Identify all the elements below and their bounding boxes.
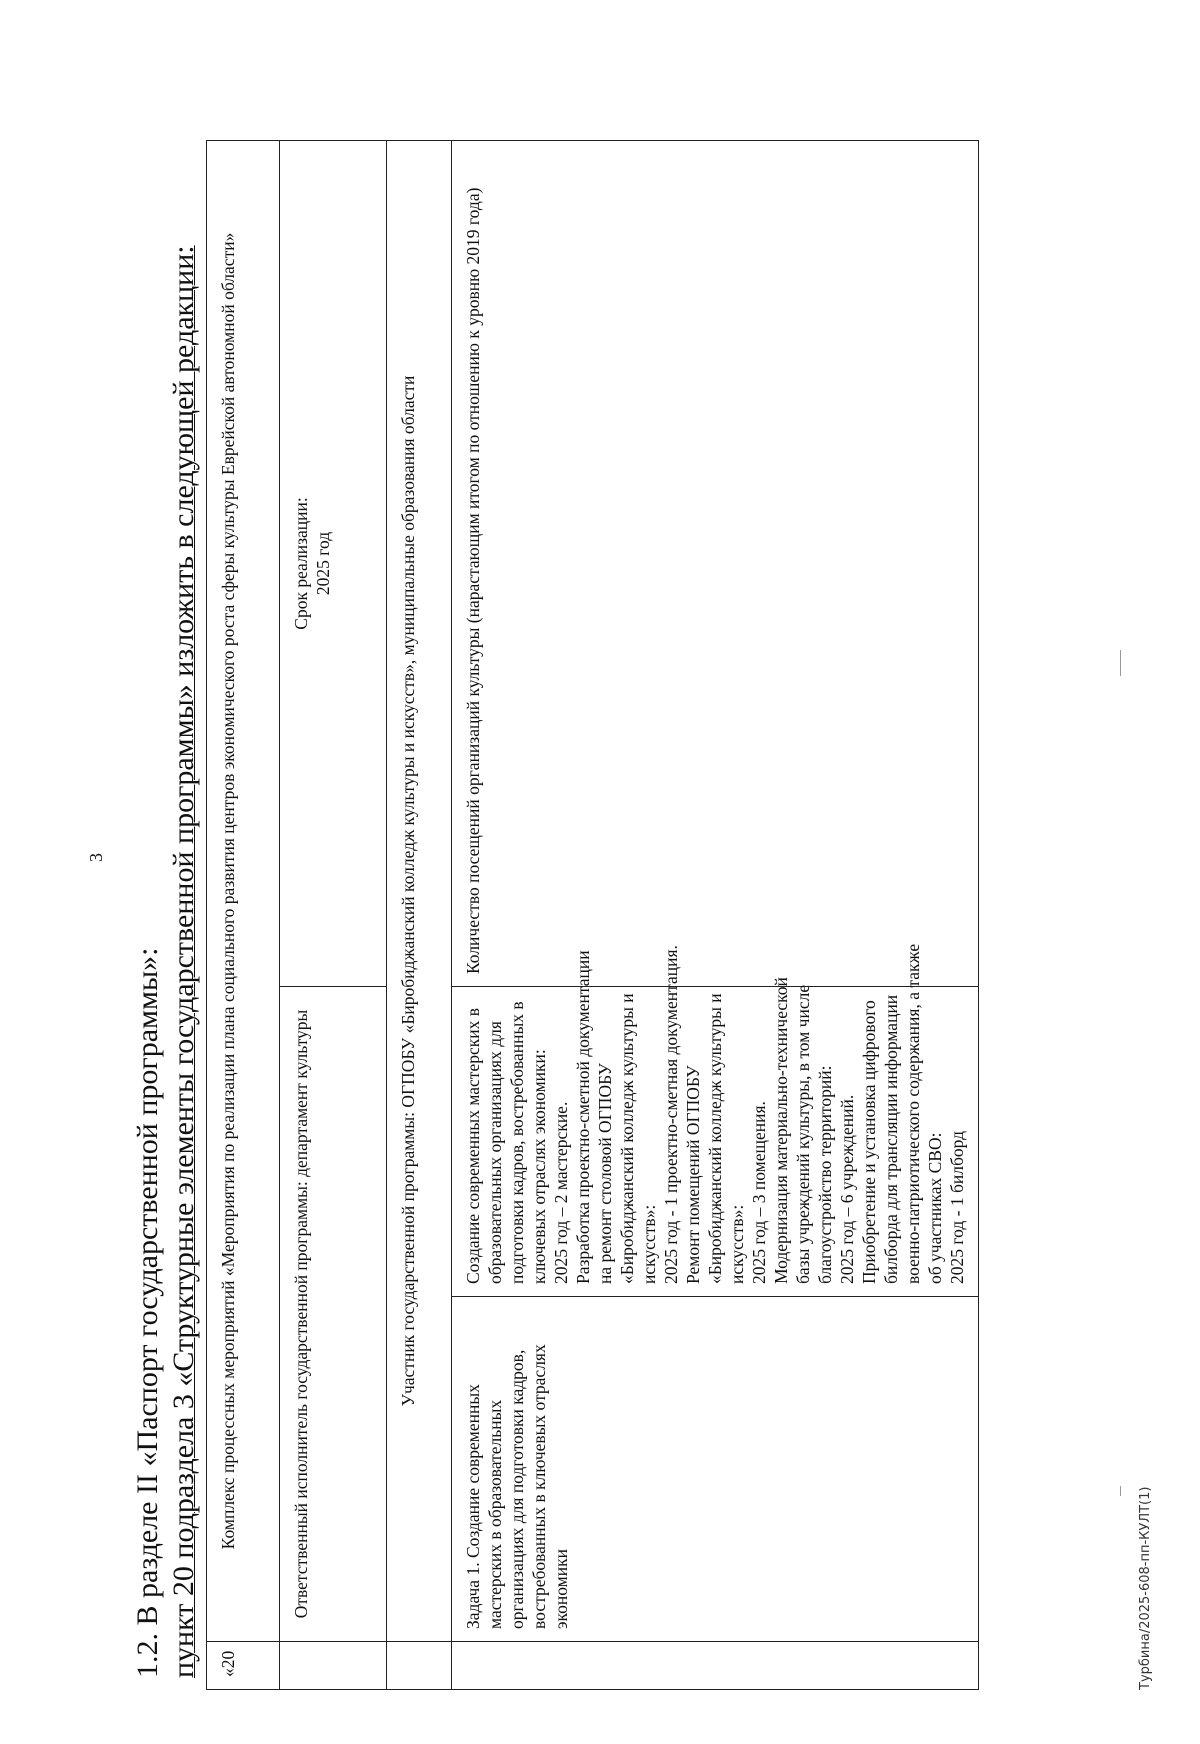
empty-cell bbox=[452, 1642, 979, 1690]
activity-line: Разработка проектно-сметной документации bbox=[573, 950, 593, 1284]
activity-line: подготовки кадров, востребованных в bbox=[507, 1001, 527, 1284]
activity-line: благоустройство территорий: bbox=[815, 1065, 835, 1284]
responsible-executor-cell: Ответственный исполнитель государственной программы: департамент культуры bbox=[280, 987, 387, 1642]
term-cell bbox=[280, 141, 387, 987]
table-row bbox=[387, 141, 452, 1690]
table-row bbox=[280, 141, 387, 1690]
scan-artifact bbox=[1120, 1486, 1121, 1496]
activity-line: искусств»: bbox=[727, 1204, 747, 1284]
row-number-cell: «20 bbox=[207, 1642, 280, 1690]
document-footer: Турбина/2025-608-пп-КУЛТ(1) bbox=[1138, 1486, 1153, 1690]
activity-line: билборда для трансляции информации bbox=[881, 994, 901, 1284]
activity-line: Ремонт помещений ОГПОБУ bbox=[683, 1065, 703, 1284]
rotated-content bbox=[130, 140, 1190, 1690]
activity-line: 2025 год – 6 учреждений. bbox=[837, 1094, 857, 1284]
participant-cell: Участник государственной программы: ОГПОБУ «Биробиджанский колледж культуры и искусств», муниципальные образования области bbox=[387, 141, 452, 1642]
heading-line-1: 1.2. В разделе II «Паспорт государственной программы»: bbox=[131, 947, 164, 1678]
activity-line: на ремонт столовой ОГПОБУ bbox=[595, 1063, 615, 1284]
activity-line: Приобретение и установка цифрового bbox=[859, 1000, 879, 1284]
complex-title-cell: Комплекс процессных мероприятий «Мероприятия по реализации плана социального развития центров экономического роста сферы культуры Еврейской автономной области» bbox=[207, 141, 280, 1642]
activity-line: образовательных организациях для bbox=[485, 1021, 505, 1284]
table-row bbox=[207, 141, 280, 1690]
activity-line: 2025 год – 3 помещения. bbox=[749, 1101, 769, 1284]
empty-cell bbox=[280, 1642, 387, 1690]
term-label: Срок реализации: bbox=[291, 497, 311, 630]
activity-line: Модернизация материально-технической bbox=[771, 977, 791, 1284]
activities-cell bbox=[452, 943, 979, 1297]
activity-line: ключевых отраслях экономики: bbox=[529, 1049, 549, 1284]
term-value: 2025 год bbox=[313, 531, 333, 596]
activity-line: «Биробиджанский колледж культуры и bbox=[617, 993, 637, 1284]
indicator-cell: Количество посещений организаций культуры (нарастающим итогом по отношению к уровню 2019 года) bbox=[452, 141, 979, 987]
passport-table bbox=[206, 140, 979, 1690]
activity-line: Создание современных мастерских в bbox=[463, 1008, 483, 1284]
activity-line: базы учреждений культуры, в том числе bbox=[793, 984, 813, 1284]
activity-line: военно-патриотического содержания, а также bbox=[903, 943, 923, 1284]
activity-line: об участниках СВО: bbox=[925, 1132, 945, 1284]
amendment-heading bbox=[130, 138, 202, 1678]
activity-line: искусств»: bbox=[639, 1204, 659, 1284]
scan-artifact bbox=[1120, 650, 1121, 676]
empty-cell bbox=[387, 1642, 452, 1690]
task-cell: Задача 1. Создание современных мастерских в образовательных организациях для подготовки кадров, востребованных в ключевых отраслях экономики bbox=[452, 1297, 979, 1642]
activity-line: 2025 год - 1 проектно-сметная документация. bbox=[661, 945, 681, 1284]
table-row bbox=[452, 141, 979, 1690]
page-number: 3 bbox=[86, 853, 106, 862]
activity-line: «Биробиджанский колледж культуры и bbox=[705, 993, 725, 1284]
heading-line-2: пункт 20 подраздела 3 «Структурные элементы государственной программы» изложить в следующей редакции: bbox=[167, 245, 200, 1678]
activity-line: 2025 год - 1 билборд bbox=[947, 1130, 967, 1284]
activity-line: 2025 год – 2 мастерские. bbox=[551, 1101, 571, 1284]
